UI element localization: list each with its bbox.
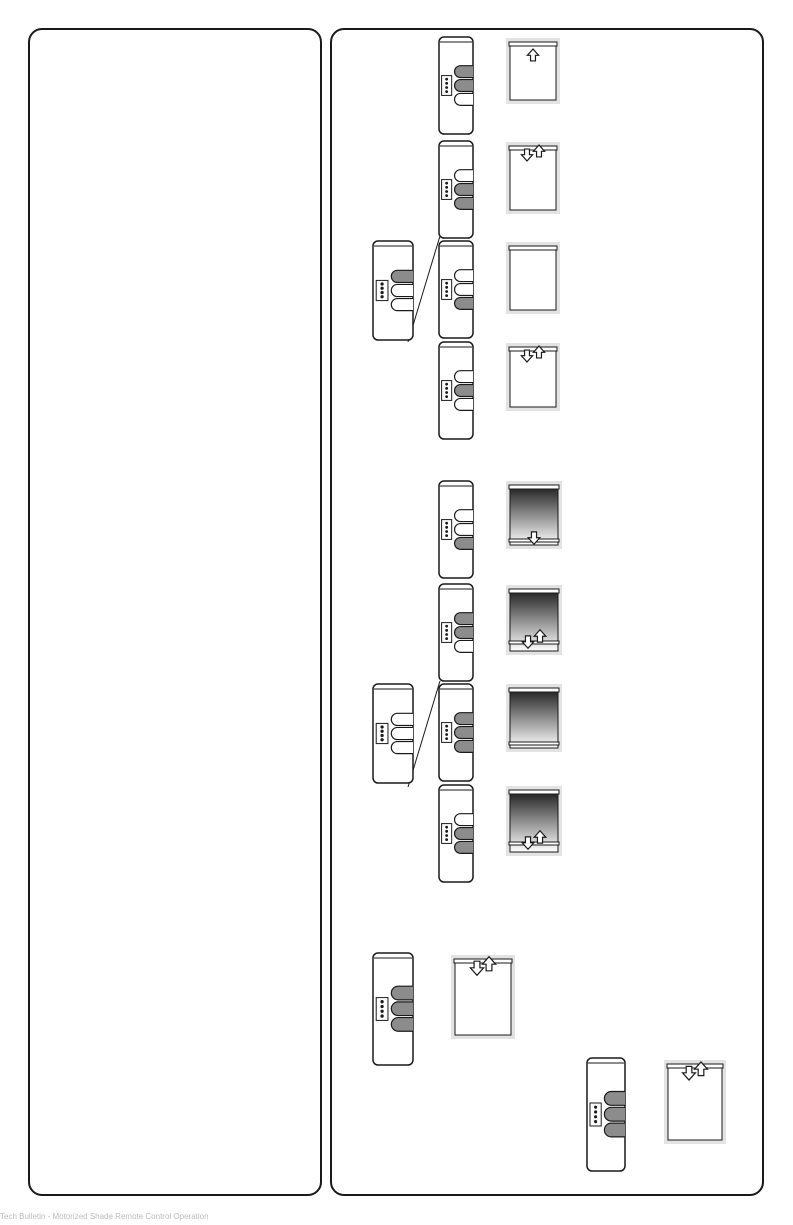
up-button <box>455 66 473 78</box>
remote-control-icon <box>438 480 474 579</box>
shade-step-3 <box>506 242 560 314</box>
remote-control-icon <box>372 683 414 784</box>
mid-button <box>455 385 473 397</box>
up-button <box>391 270 413 282</box>
footer-text: Tech Bulletin - Motorized Shade Remote Control Operation <box>0 1212 209 1221</box>
roller-shade-icon <box>506 585 562 655</box>
up-button <box>604 1092 625 1106</box>
large-remote-control <box>372 240 414 341</box>
example-remote-control-2 <box>586 1057 626 1172</box>
up-button <box>455 613 473 625</box>
down-button <box>455 640 473 652</box>
down-button <box>455 93 473 105</box>
mid-button <box>455 828 473 840</box>
mid-button <box>391 1002 413 1016</box>
mid-button <box>455 627 473 639</box>
down-button <box>391 299 413 311</box>
mid-button <box>455 80 473 92</box>
up-button <box>455 371 473 383</box>
remote-control-icon <box>438 784 474 883</box>
up-button <box>455 170 473 182</box>
remote-control-icon <box>438 583 474 682</box>
down-button <box>455 197 473 209</box>
remote-control-step-4 <box>438 784 474 883</box>
up-button <box>455 270 473 282</box>
shade-step-3 <box>506 684 562 752</box>
remote-control-icon <box>372 240 414 341</box>
up-button <box>455 713 473 725</box>
roller-shade-icon <box>506 684 562 752</box>
remote-control-icon <box>586 1057 626 1172</box>
shade-step-4 <box>506 786 562 856</box>
up-button <box>391 986 413 1000</box>
remote-control-step-3 <box>438 683 474 782</box>
large-remote-control <box>372 683 414 784</box>
shade-step-1 <box>506 481 562 549</box>
remote-control-icon <box>438 341 474 440</box>
down-button <box>391 742 413 754</box>
roller-shade-icon <box>506 142 560 214</box>
remote-control-icon <box>438 140 474 239</box>
shade-step-4 <box>506 343 560 411</box>
remote-control-step-2 <box>438 583 474 682</box>
down-button <box>391 1018 413 1032</box>
mid-button <box>604 1107 625 1121</box>
down-button <box>455 841 473 853</box>
remote-control-step-1 <box>438 36 474 135</box>
down-button <box>455 740 473 752</box>
roller-shade-icon <box>506 343 560 411</box>
remote-control-step-3 <box>438 240 474 339</box>
instruction-text-panel <box>28 28 322 1196</box>
remote-control-step-2 <box>438 140 474 239</box>
roller-shade-icon <box>506 481 562 549</box>
roller-shade-icon <box>506 242 560 314</box>
remote-control-step-1 <box>438 480 474 579</box>
roller-shade-icon <box>506 38 560 104</box>
remote-control-icon <box>438 36 474 135</box>
mid-button <box>455 727 473 739</box>
example-shade-1 <box>451 955 515 1039</box>
shade-step-2 <box>506 585 562 655</box>
up-button <box>391 713 413 725</box>
example-shade-2 <box>664 1060 726 1144</box>
down-button <box>455 537 473 549</box>
down-button <box>455 398 473 410</box>
mid-button <box>391 284 413 296</box>
shade-step-1 <box>506 38 560 104</box>
roller-shade-icon <box>506 786 562 856</box>
down-button <box>604 1123 625 1137</box>
mid-button <box>455 524 473 536</box>
roller-shade-icon <box>451 955 515 1039</box>
mid-button <box>455 284 473 296</box>
down-button <box>455 297 473 309</box>
roller-shade-icon <box>664 1060 726 1144</box>
up-button <box>455 510 473 522</box>
mid-button <box>455 184 473 196</box>
remote-control-icon <box>438 240 474 339</box>
shade-step-2 <box>506 142 560 214</box>
up-button <box>455 814 473 826</box>
remote-control-icon <box>372 952 414 1066</box>
remote-control-icon <box>438 683 474 782</box>
remote-control-step-4 <box>438 341 474 440</box>
example-remote-control-1 <box>372 952 414 1066</box>
mid-button <box>391 727 413 739</box>
